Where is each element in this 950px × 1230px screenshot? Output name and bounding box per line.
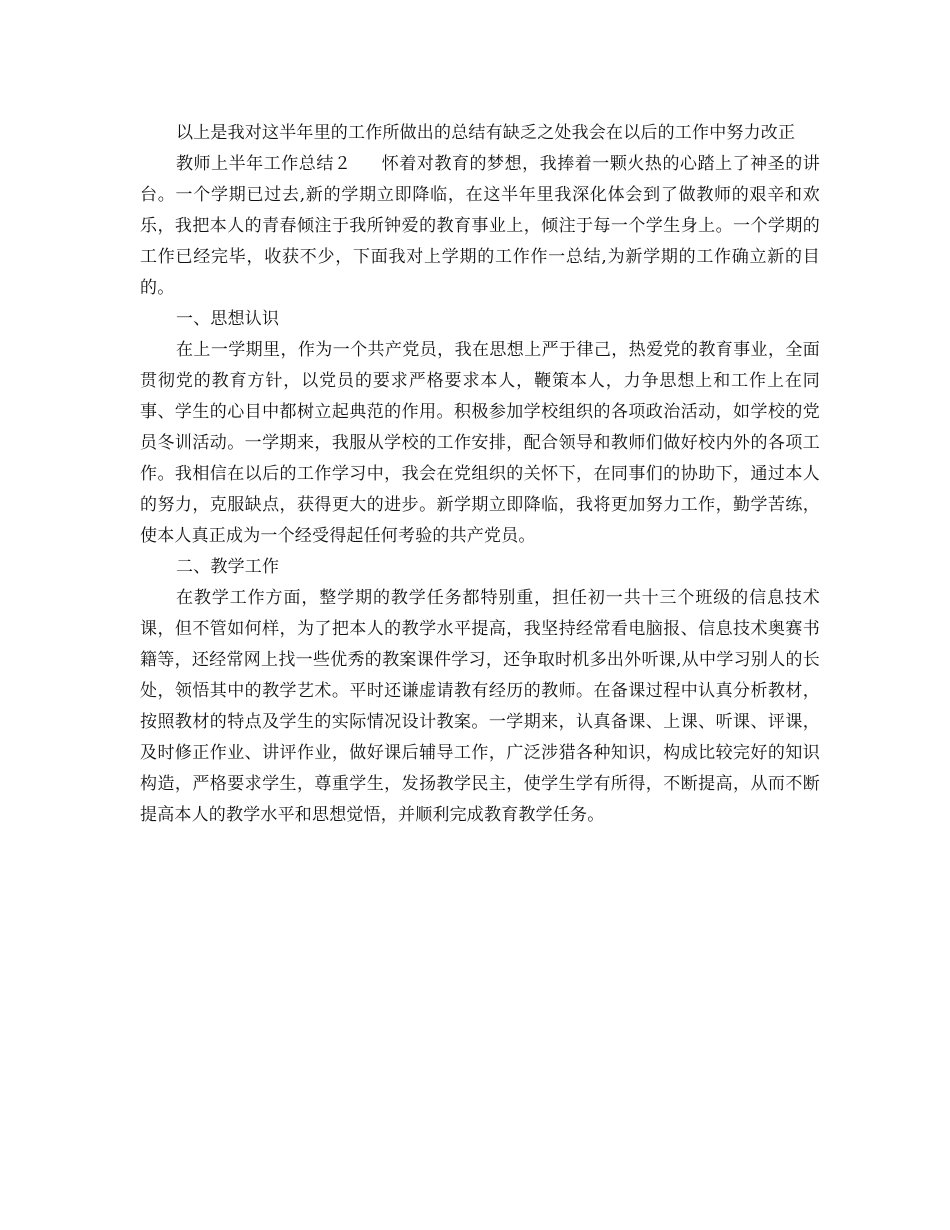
paragraph-conclusion [140, 118, 820, 149]
paragraph-text: 怀着对教育的梦想，我捧着一颗火热的心踏上了神圣的讲台。一个学期已过去,新的学期立即降临，在这半年里我深化体会到了做教师的艰辛和欢乐，我把本人的青春倾注于我所钟爱的教育事业上，倾注于每一个学生身上。一个学期的工作已经完毕，收获不少，下面我对上学期的工作作一总结,为新学期的工作确立新的目的。 [140, 154, 821, 298]
document-body [140, 118, 820, 831]
heading-text: 二、教学工作 [176, 557, 280, 577]
paragraph-teaching [140, 583, 820, 831]
section-title: 教师上半年工作总结２ [176, 154, 352, 174]
paragraph-text: 在上一学期里，作为一个共产党员，我在思想上严于律己，热爱党的教育事业，全面贯彻党的教育方针，以党员的要求严格要求本人，鞭策本人，力争思想上和工作上在同事、学生的心目中都树立起典范的作用。积极参加学校组织的各项政治活动，如学校的党员冬训活动。一学期来，我服从学校的工作安排，配合领导和教师们做好校内外的各项工作。我相信在以后的工作学习中，我会在党组织的关怀下，在同事们的协助下，通过本人的努力，克服缺点，获得更大的进步。新学期立即降临，我将更加努力工作，勤学苦练，使本人真正成为一个经受得起任何考验的共产党员。 [140, 340, 820, 546]
heading-text: 一、思想认识 [176, 309, 280, 329]
paragraph-thought [140, 335, 820, 552]
heading-teaching [140, 552, 820, 583]
paragraph-intro [140, 149, 820, 304]
heading-thought [140, 304, 820, 335]
paragraph-text: 在教学工作方面，整学期的教学任务都特别重，担任初一共十三个班级的信息技术课，但不管如何样，为了把本人的教学水平提高，我坚持经常看电脑报、信息技术奥赛书籍等，还经常网上找一些优秀的教案课件学习，还争取时机多出外听课,从中学习别人的长处，领悟其中的教学艺术。平时还谦虚请教有经历的教师。在备课过程中认真分析教材，按照教材的特点及学生的实际情况设计教案。一学期来，认真备课、上课、听课、评课，及时修正作业、讲评作业，做好课后辅导工作，广泛涉猎各种知识，构成比较完好的知识构造，严格要求学生，尊重学生，发扬教学民主，使学生学有所得，不断提高，从而不断提高本人的教学水平和思想觉悟，并顺利完成教育教学任务。 [140, 588, 820, 825]
paragraph-text: 以上是我对这半年里的工作所做出的总结有缺乏之处我会在以后的工作中努力改正 [176, 123, 796, 143]
